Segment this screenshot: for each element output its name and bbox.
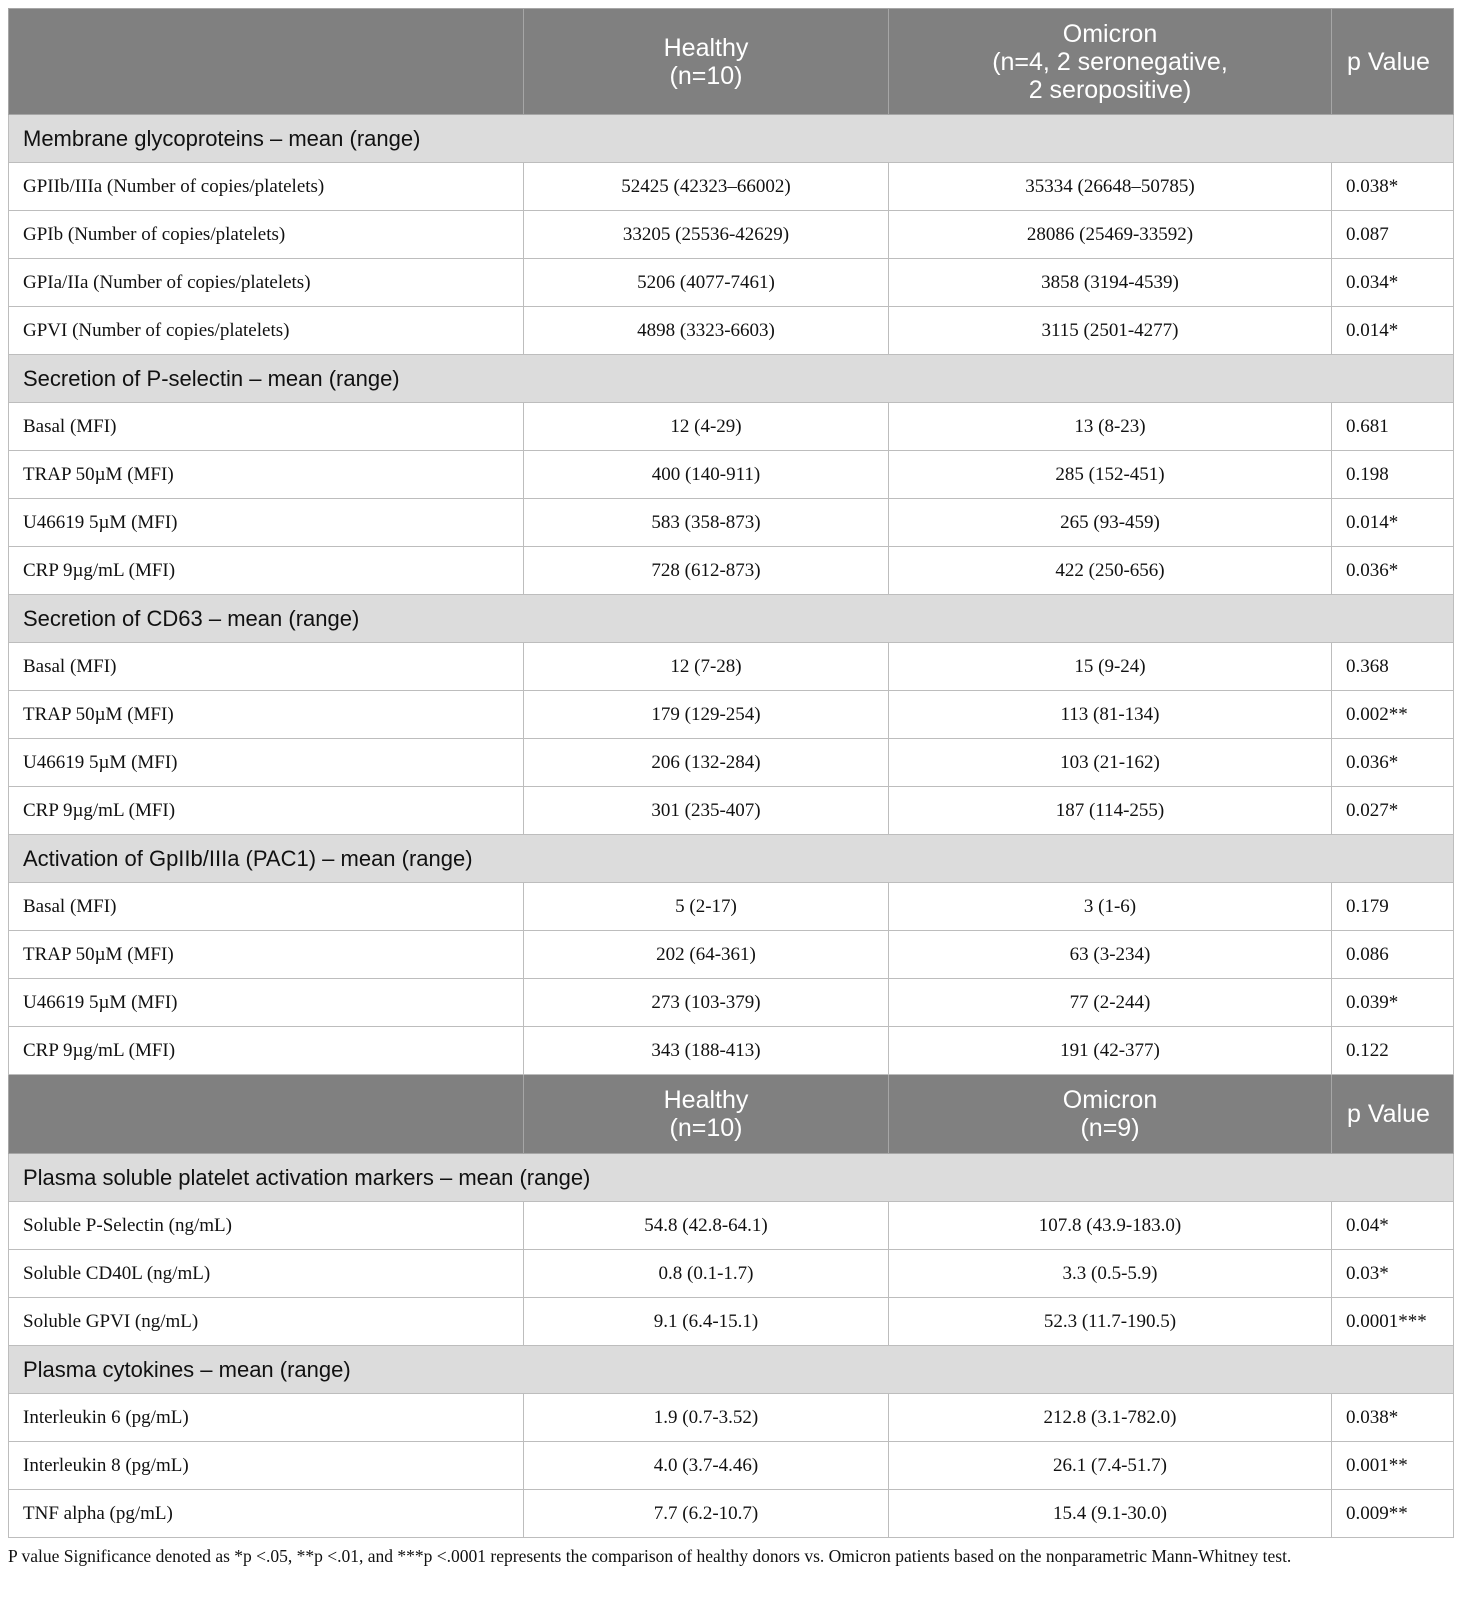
- column-header-omicron: [889, 9, 1332, 115]
- section-header-row: [9, 1346, 1454, 1394]
- p-value: 0.009**: [1332, 1490, 1454, 1538]
- section-title: Plasma soluble platelet activation markers – mean (range): [9, 1154, 1454, 1202]
- results-table: [8, 8, 1454, 1538]
- row-label: Basal (MFI): [9, 643, 524, 691]
- p-value: 0.179: [1332, 883, 1454, 931]
- p-value: 0.036*: [1332, 739, 1454, 787]
- table-row: [9, 1202, 1454, 1250]
- row-label: Soluble P-Selectin (ng/mL): [9, 1202, 524, 1250]
- omicron-value: 285 (152-451): [889, 451, 1332, 499]
- omicron-value: 191 (42-377): [889, 1027, 1332, 1075]
- table-row: [9, 547, 1454, 595]
- omicron-value: 187 (114-255): [889, 787, 1332, 835]
- table-row: [9, 1250, 1454, 1298]
- row-label: TNF alpha (pg/mL): [9, 1490, 524, 1538]
- omicron-value: 113 (81-134): [889, 691, 1332, 739]
- healthy-value: 728 (612-873): [524, 547, 889, 595]
- section-header-row: [9, 835, 1454, 883]
- header-line: Healthy: [663, 33, 749, 62]
- header-line: (n=9): [1080, 1114, 1140, 1142]
- row-label: CRP 9µg/mL (MFI): [9, 1027, 524, 1075]
- p-value: 0.036*: [1332, 547, 1454, 595]
- omicron-value: 13 (8-23): [889, 403, 1332, 451]
- row-label: TRAP 50µM (MFI): [9, 691, 524, 739]
- omicron-value: 28086 (25469-33592): [889, 211, 1332, 259]
- healthy-value: 12 (4-29): [524, 403, 889, 451]
- healthy-value: 5206 (4077-7461): [524, 259, 889, 307]
- row-label: GPIa/IIa (Number of copies/platelets): [9, 259, 524, 307]
- header-line: Omicron: [1062, 19, 1158, 48]
- section-header-row: [9, 115, 1454, 163]
- row-label: Interleukin 6 (pg/mL): [9, 1394, 524, 1442]
- table-row: [9, 691, 1454, 739]
- row-label: U46619 5µM (MFI): [9, 739, 524, 787]
- healthy-value: 54.8 (42.8-64.1): [524, 1202, 889, 1250]
- p-value: 0.038*: [1332, 163, 1454, 211]
- table-row: [9, 1027, 1454, 1075]
- omicron-value: 3.3 (0.5-5.9): [889, 1250, 1332, 1298]
- section-title: Secretion of P-selectin – mean (range): [9, 355, 1454, 403]
- table-row: [9, 307, 1454, 355]
- table-footnote: P value Significance denoted as *p <.05, **p <.01, and ***p <.0001 represents the comparison of healthy donors vs. Omicron patients based on the nonparametric Mann-Whitney test.: [8, 1546, 1292, 1566]
- healthy-value: 33205 (25536-42629): [524, 211, 889, 259]
- omicron-value: 15.4 (9.1-30.0): [889, 1490, 1332, 1538]
- header-line: (n=4, 2 seronegative,: [992, 47, 1228, 76]
- p-value: 0.002**: [1332, 691, 1454, 739]
- p-value: 0.04*: [1332, 1202, 1454, 1250]
- table-row: [9, 403, 1454, 451]
- column-header-row: [9, 9, 1454, 115]
- table-row: [9, 1298, 1454, 1346]
- p-value: 0.368: [1332, 643, 1454, 691]
- section-title: Membrane glycoproteins – mean (range): [9, 115, 1454, 163]
- table-row: [9, 787, 1454, 835]
- p-value: 0.039*: [1332, 979, 1454, 1027]
- p-value: 0.087: [1332, 211, 1454, 259]
- p-value: 0.014*: [1332, 307, 1454, 355]
- table-row: [9, 931, 1454, 979]
- healthy-value: 343 (188-413): [524, 1027, 889, 1075]
- healthy-value: 1.9 (0.7-3.52): [524, 1394, 889, 1442]
- omicron-value: 15 (9-24): [889, 643, 1332, 691]
- omicron-value: 52.3 (11.7-190.5): [889, 1298, 1332, 1346]
- column-header-row: [9, 1075, 1454, 1154]
- omicron-value: 3115 (2501-4277): [889, 307, 1332, 355]
- section-header-row: [9, 1154, 1454, 1202]
- row-label: U46619 5µM (MFI): [9, 979, 524, 1027]
- omicron-value: 3858 (3194-4539): [889, 259, 1332, 307]
- row-label: GPIIb/IIIa (Number of copies/platelets): [9, 163, 524, 211]
- table-row: [9, 163, 1454, 211]
- healthy-value: 5 (2-17): [524, 883, 889, 931]
- table-row: [9, 1394, 1454, 1442]
- healthy-value: 4898 (3323-6603): [524, 307, 889, 355]
- healthy-value: 12 (7-28): [524, 643, 889, 691]
- table-row: [9, 1490, 1454, 1538]
- omicron-value: 103 (21-162): [889, 739, 1332, 787]
- row-label: GPIb (Number of copies/platelets): [9, 211, 524, 259]
- results-table-container: [8, 8, 1453, 1566]
- p-value: 0.0001***: [1332, 1298, 1454, 1346]
- row-label: TRAP 50µM (MFI): [9, 451, 524, 499]
- row-label: Interleukin 8 (pg/mL): [9, 1442, 524, 1490]
- p-value: 0.038*: [1332, 1394, 1454, 1442]
- table-row: [9, 1442, 1454, 1490]
- healthy-value: 583 (358-873): [524, 499, 889, 547]
- table-row: [9, 451, 1454, 499]
- omicron-value: 265 (93-459): [889, 499, 1332, 547]
- omicron-value: 26.1 (7.4-51.7): [889, 1442, 1332, 1490]
- healthy-value: 179 (129-254): [524, 691, 889, 739]
- omicron-value: 107.8 (43.9-183.0): [889, 1202, 1332, 1250]
- table-row: [9, 883, 1454, 931]
- section-title: Secretion of CD63 – mean (range): [9, 595, 1454, 643]
- p-value: 0.014*: [1332, 499, 1454, 547]
- p-value: 0.03*: [1332, 1250, 1454, 1298]
- healthy-value: 206 (132-284): [524, 739, 889, 787]
- table-row: [9, 259, 1454, 307]
- column-header-omicron: [889, 1075, 1332, 1154]
- header-line: (n=10): [669, 61, 743, 90]
- omicron-value: 35334 (26648–50785): [889, 163, 1332, 211]
- column-header-healthy: [524, 9, 889, 115]
- column-header-label: [9, 1075, 524, 1154]
- row-label: CRP 9µg/mL (MFI): [9, 547, 524, 595]
- column-header-healthy: [524, 1075, 889, 1154]
- row-label: Basal (MFI): [9, 403, 524, 451]
- p-value: 0.034*: [1332, 259, 1454, 307]
- column-header-label: [9, 9, 524, 115]
- section-title: Activation of GpIIb/IIIa (PAC1) – mean (range): [9, 835, 1454, 883]
- column-header-p-value: p Value: [1332, 1075, 1454, 1154]
- healthy-value: 4.0 (3.7-4.46): [524, 1442, 889, 1490]
- row-label: Basal (MFI): [9, 883, 524, 931]
- healthy-value: 273 (103-379): [524, 979, 889, 1027]
- p-value: 0.086: [1332, 931, 1454, 979]
- header-line: 2 seropositive): [1028, 75, 1192, 104]
- p-value: 0.198: [1332, 451, 1454, 499]
- omicron-value: 212.8 (3.1-782.0): [889, 1394, 1332, 1442]
- row-label: Soluble CD40L (ng/mL): [9, 1250, 524, 1298]
- healthy-value: 400 (140-911): [524, 451, 889, 499]
- healthy-value: 9.1 (6.4-15.1): [524, 1298, 889, 1346]
- header-line: (n=10): [669, 1114, 743, 1142]
- column-header-p-value: p Value: [1332, 9, 1454, 115]
- healthy-value: 0.8 (0.1-1.7): [524, 1250, 889, 1298]
- header-line: Omicron: [1062, 1086, 1158, 1114]
- omicron-value: 63 (3-234): [889, 931, 1332, 979]
- healthy-value: 7.7 (6.2-10.7): [524, 1490, 889, 1538]
- table-row: [9, 499, 1454, 547]
- p-value: 0.122: [1332, 1027, 1454, 1075]
- header-line: Healthy: [663, 1086, 749, 1114]
- omicron-value: 77 (2-244): [889, 979, 1332, 1027]
- table-row: [9, 643, 1454, 691]
- table-row: [9, 739, 1454, 787]
- row-label: TRAP 50µM (MFI): [9, 931, 524, 979]
- table-row: [9, 211, 1454, 259]
- healthy-value: 202 (64-361): [524, 931, 889, 979]
- healthy-value: 52425 (42323–66002): [524, 163, 889, 211]
- row-label: GPVI (Number of copies/platelets): [9, 307, 524, 355]
- section-header-row: [9, 595, 1454, 643]
- row-label: Soluble GPVI (ng/mL): [9, 1298, 524, 1346]
- section-header-row: [9, 355, 1454, 403]
- omicron-value: 3 (1-6): [889, 883, 1332, 931]
- section-title: Plasma cytokines – mean (range): [9, 1346, 1454, 1394]
- healthy-value: 301 (235-407): [524, 787, 889, 835]
- p-value: 0.681: [1332, 403, 1454, 451]
- omicron-value: 422 (250-656): [889, 547, 1332, 595]
- p-value: 0.027*: [1332, 787, 1454, 835]
- row-label: U46619 5µM (MFI): [9, 499, 524, 547]
- table-row: [9, 979, 1454, 1027]
- p-value: 0.001**: [1332, 1442, 1454, 1490]
- row-label: CRP 9µg/mL (MFI): [9, 787, 524, 835]
